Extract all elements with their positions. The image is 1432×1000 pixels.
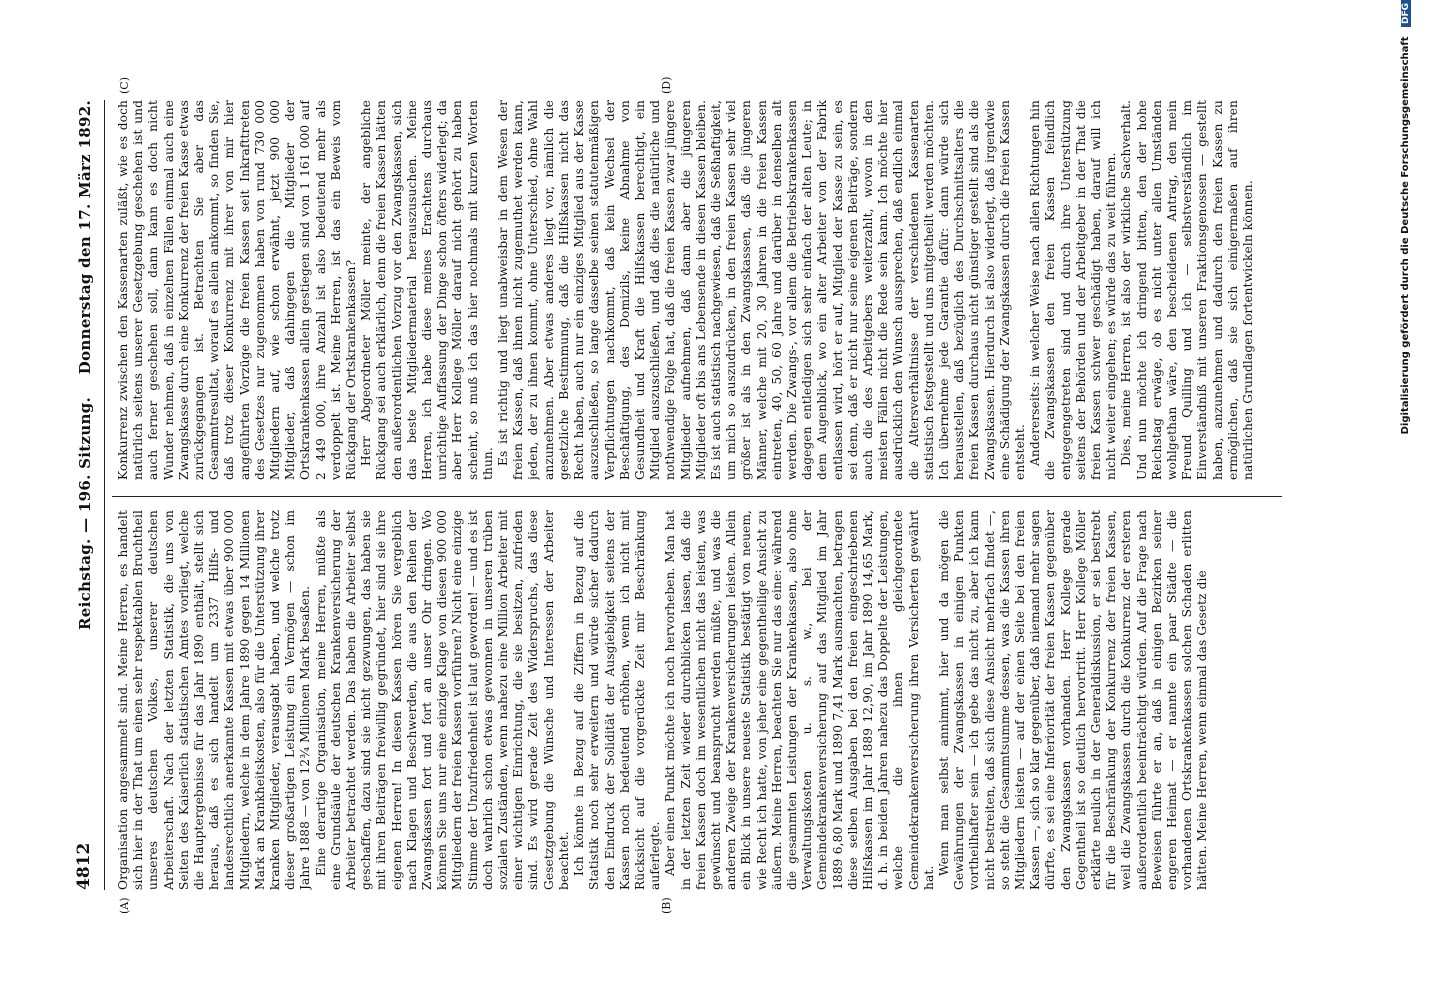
paragraph: Eine derartige Organisation, meine Herren, müßte als eine Grundsäule der deutschen Krankenversicherung der Arbeiter betrachtet werden. Das haben die Arbeiter selbst geschaffen, dazu sind sie nicht gezwungen, das haben sie mit ihren Beiträgen freiwillig gegründet, hier sind sie ihre eigenen Herren! In diesen Kassen hören Sie vergeblich nach Klagen und Beschwerden, die aus den Reihen der Zwangskassen fort und fort an unser Ohr dringen. Wo können Sie uns nur eine einzige Klage von diesen 900 000 Mitgliedern der freien Kassen vorführen? Nicht eine einzige Stimme der Unzufriedenheit ist laut geworden! — und es ist doch wahrlich schon etwas gewonnen in unseren trüben sozialen Zuständen, wenn nahezu eine Million Arbeiter mit einer wichtigen Einrichtung, die sie besitzen, zufrieden sind. Es wird gerade Zeit des Widerspruchs, das diese Gesetzgebung die Wünsche und Interessen der Arbeiter beachtet. [313, 510, 571, 890]
paragraph: Wenn man selbst annimmt, hier und da mögen die Gewährungen der Zwangskassen in einigen Punkten vortheilhafter sein — ich gebe das nicht zu, aber ich kann nicht bestreiten, daß sich diese Ansicht mehrfach findet —, so steht die Gesammtsumme dessen, was die Kassen ihren Mitgliedern leisten — auf der einen Seite bei den freien Kassen —, sich so klar gegenüber, daß niemand mehr sagen dürfte, es sei eine Inferiorität der freien Kassen gegenüber den Zwangskassen vorhanden. Herr Kollege gerade Gegentheil ist so deutlich hervortritt. Herr Kollege Möller erklärte neulich in der Generaldiskussion, er sei bestrebt für die Beschränkung der Konkurrenz der freien Kassen, weil die Zwangskassen durch die Konkurrenz der ersteren außerordentlich beeinträchtigt würden. Auf die Frage nach Beweisen führte er an, daß in einigen Bezirken seiner engeren Heimat — er nannte ein paar Städte — die vorhandenen Ortskrankenkassen solchen Schaden erlitten hätten. Meine Herren, wenn einmal das Gesetz die [936, 510, 1210, 890]
paragraph: Ich könnte in Bezug auf die Ziffern in Bezug auf die Statistik noch sehr erweitern und würde sicher dadurch den Eindruck der Solidität der Ausgiebigkeit seitens der Kassen noch bedeutend erhöhen, wenn ich nicht mit Rücksicht auf die vorgerückte Zeit mir Beschränkung auferlegte. [572, 510, 663, 890]
credit-text: Digitalisierung gefördert durch die Deutsche Forschungsgemeinschaft [1400, 36, 1411, 435]
margin-marker-b: (B) [660, 897, 673, 914]
right-text-column [116, 100, 1296, 480]
paragraph: Herr Abgeordneter Möller meinte, der angebliche Rückgang sei auch erklärlich, denn die freien Kassen hätten den außerordentlichen Vorzug vor den Zwangskassen, sich das beste Mitgliedermaterial herauszusuchen. Meine Herren, ich habe diese meines Erachtens durchaus unrichtige Auffassung der Dinge schon öfters widerlegt; da aber Herr Kollege Möller darauf nicht gehört zu haben scheint, so muß ich das hier nochmals mit kurzen Worten thun. [359, 100, 495, 480]
page-number: 4812 [74, 842, 94, 890]
paragraph: Konkurrenz zwischen den Kassenarten zuläßt, wie es doch natürlich seitens unserer Gesetzgebung geschehen ist und auch ferner geschehen soll, dann kann es doch nicht Wunder nehmen, daß in einzelnen Fällen einmal auch eine Zwangskasse durch eine Konkurrenz der freien Kasse etwas zurückgegangen ist. Betrachten Sie aber das Gesammtresultat, worauf es allein ankommt, so finden Sie, daß trotz dieser Konkurrenz mit ihrer von mir hier angeführten Vorzüge die freien Kassen seit Inkrafttreten des Gesetzes nur zugenommen haben von rund 730 000 Mitgliedern auf, wie schon erwähnt, jetzt 900 000 Mitglieder, daß dahingegen die Mitglieder der Ortskrankenkassen allein gestiegen sind von 1 161 000 auf 2 449 000, ihre Anzahl ist also bedeutend mehr als verdoppelt ist. Meine Herren, ist das ein Beweis vom Rückgang der Ortskrankenkassen? [116, 100, 359, 480]
paragraph: Es ist richtig und liegt unabweisbar in dem Wesen der freien Kassen, daß ihnen nicht zugemuthet werden kann, jeden, der zu ihnen kommt, ohne Unterschied, ohne Wahl anzunehmen. Aber etwas anderes liegt vor, nämlich die gesetzliche Bestimmung, daß die Hilfskassen nicht das Recht haben, auch nur ein einziges Mitglied aus der Kasse auszuschließen, so lange dasselbe seinen statutenmäßigen Verpflichtungen nachkommt, daß kein Wechsel der Beschäftigung, des Domizils, keine Abnahme von Gesundheit und Kraft die Hilfskassen berechtigt, ein Mitglied auszuschließen, und daß dies die natürliche und nothwendige Folge hat, daß die freien Kassen zwar jüngere Mitglieder aufnehmen, daß dann aber die jüngeren Mitglieder oft bis ans Lebensende in diesen Kassen bleiben. Es ist auch statistisch nachgewiesen, daß die Seßhaftigkeit, um mich so auszudrücken, in den freien Kassen sehr viel größer ist als in den Zwangskassen, daß die jüngeren Männer, welche mit 20, 30 Jahren in die freien Kassen eintreten, 40, 50, 60 Jahre und darüber in denselben alt werden. Die Zwangs-, vor allem die Betriebskrankenkassen dagegen entledigen sich sehr einfach der alten Leute; in dem Augenblick, wo ein alter Arbeiter von der Fabrik entlassen wird, hört er auf, Mitglied der Kasse zu sein, es sei denn, daß er nicht nur seine eigenen Beiträge, sondern auch die des Arbeitgebers weiterzahlt, wovon in den meisten Fällen nicht die Rede sein kann. Ich möchte hier ausdrücklich den Wunsch aussprechen, daß endlich einmal die Altersverhältnisse der verschiedenen Kassenarten statistisch festgestellt und uns mitgetheilt werden möchten. Ich übernehme jede Garantie dafür: dann würde sich herausstellen, daß bezüglich des Durchschnittsalters die freien Kassen durchaus nicht günstiger gestellt sind als die Zwangskassen. Hierdurch ist also widerlegt, daß irgendwie eine Schädigung der Zwangskassen durch die freien Kassen entsteht. [496, 100, 1027, 480]
dfg-logo-icon: DFG [1401, 0, 1411, 27]
paragraph: Organisation angesammelt sind. Meine Herren, es handelt sich hier in der That um einen sehr respektablen Bruchtheil unseres deutschen Volkes, unserer deutschen Arbeiterschaft. Nach der letzten Statistik, die uns von Seiten des Kaiserlich statistischen Amtes vorliegt, welche die Hauptergebnisse für das Jahr 1890 enthält, stellt sich heraus, daß es sich handelt um 2337 Hilfs- und landesrechtlich anerkannte Kassen mit etwas über 900 000 Mitgliedern, welche in dem Jahre 1890 gegen 14 Millionen Mark an Krankheitskosten, also für die Unterstützung ihrer kranken Mitglieder, verausgabt haben, und welche trotz dieser großartigen Leistung ein Vermögen — schon im Jahre 1888 — von 12¾ Millionen Mark besaßen. [116, 510, 313, 890]
left-text-column [116, 510, 1296, 890]
digitization-credit [1400, 0, 1418, 960]
paragraph: Aber einen Punkt möchte ich noch hervorheben. Man hat in der letzten Zeit wieder durchblicken lassen, daß die freien Kassen doch im wesentlichen nicht das leisten, was gewünscht und beansprucht werden müßte, und was die anderen Zweige der Krankenversicherungen leisten. Allein ein Blick in unsere neueste Statistik bestätigt von neuem, wie Recht ich hatte, von jeher eine gegentheilige Ansicht zu äußern. Meine Herren, beachten Sie nur das eine: während die gesammten Leistungen der Krankenkassen, also ohne Verwaltungskosten u. s. w., bei der Gemeindekrankenversicherung auf das Mitglied im Jahr 1889 6,80 Mark und 1890 7,41 Mark ausmachten, betragen diese selben Ausgaben bei den freien eingeschriebenen Hilfskassen im Jahr 1889 12,90, im Jahr 1890 14,65 Mark, d. h. in beiden Jahren nahezu das Doppelte der Leistungen, welche die ihnen gleichgeordnete Gemeindekrankenversicherung ihren Versicherten gewährt hat. [663, 510, 936, 890]
session-title: Reichstag. — 196. Sitzung. [76, 396, 94, 630]
page-header [64, 100, 105, 890]
margin-marker-c: (C) [118, 77, 131, 94]
session-date: Donnerstag den 17. März 1892. [76, 100, 94, 375]
paragraph: Dies, meine Herren, ist also der wirkliche Sachverhalt. Und nun möchte ich dringend bitten, den der hohe Reichstag erwäge, ob es nicht unter allen Umständen wohlgethan wäre, den bescheidenen Antrag, den mein Freund Quilling und ich — selbstverständlich im Einverständniß mit unseren Fraktionsgenossen — gestellt haben, anzunehmen und dadurch den freien Kassen zu ermöglichen, daß sie sich einigermaßen auf ihren natürlichen Grundlagen fortentwickeln können. [1119, 100, 1256, 480]
margin-marker-a: (A) [118, 897, 131, 914]
column-divider [112, 496, 1282, 497]
paragraph: Andererseits: in welcher Weise nach allen Richtungen hin die Zwangskassen den freien Kassen feindlich entgegengetreten sind und durch ihre Unterstützung seitens der Behörden und der Arbeitgeber in der That die freien Kassen schwer geschädigt haben, darauf will ich nicht weiter eingehen; es würde das zu weit führen. [1028, 100, 1119, 480]
margin-marker-d: (D) [660, 76, 673, 94]
